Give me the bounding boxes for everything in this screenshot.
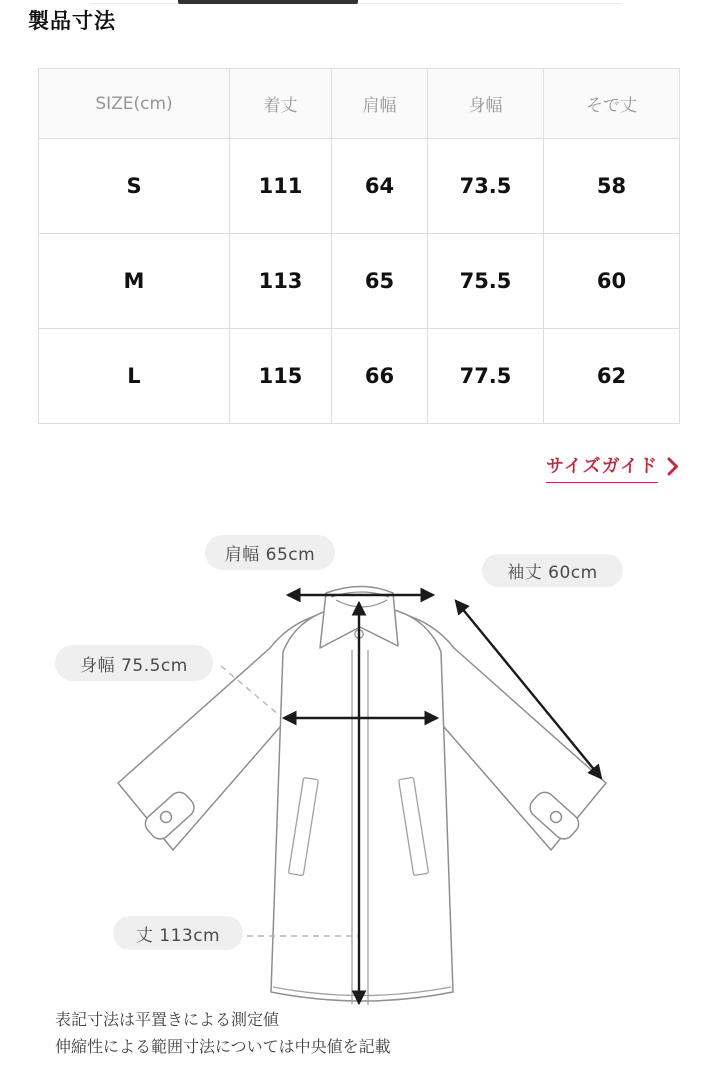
measurement-cell: 73.5 xyxy=(428,139,544,234)
body-width-label: 身幅 75.5cm xyxy=(55,645,213,681)
body-outline xyxy=(271,610,453,1001)
measurement-cell: 77.5 xyxy=(428,329,544,424)
measurement-cell: 64 xyxy=(332,139,428,234)
col-header-shoulder-width: 肩幅 xyxy=(332,69,428,139)
table-header-row xyxy=(39,69,680,139)
note-line: 伸縮性による範囲寸法については中央値を記載 xyxy=(55,1037,391,1056)
chevron-right-icon xyxy=(667,457,679,476)
size-guide-link[interactable] xyxy=(546,452,679,483)
size-guide-label: サイズガイド xyxy=(546,452,658,483)
sleeve-length-label: 袖丈 60cm xyxy=(482,554,623,587)
measurement-cell: 60 xyxy=(544,234,680,329)
size-cell: M xyxy=(39,234,230,329)
measurement-cell: 62 xyxy=(544,329,680,424)
length-label: 丈 113cm xyxy=(113,916,243,950)
size-guide-row xyxy=(546,450,679,484)
measurement-cell: 66 xyxy=(332,329,428,424)
page-title: 製品寸法 xyxy=(28,9,116,33)
col-header-body-width: 身幅 xyxy=(428,69,544,139)
size-cell: S xyxy=(39,139,230,234)
coat-body xyxy=(271,610,453,1001)
coat-diagram xyxy=(0,500,717,1080)
size-table xyxy=(38,68,680,424)
note-line: 表記寸法は平置きによる測定値 xyxy=(55,1010,280,1029)
measurement-cell: 75.5 xyxy=(428,234,544,329)
size-cell: L xyxy=(39,329,230,424)
table-row-m xyxy=(39,234,680,329)
measurement-cell: 65 xyxy=(332,234,428,329)
measurement-cell: 58 xyxy=(544,139,680,234)
shoulder-width-label: 肩幅 65cm xyxy=(205,535,335,570)
measurement-cell: 115 xyxy=(230,329,332,424)
col-header-size: SIZE(cm) xyxy=(39,69,230,139)
measurement-notes xyxy=(55,1006,391,1060)
table-row-l xyxy=(39,329,680,424)
table-row-s xyxy=(39,139,680,234)
top-cutoff-bar xyxy=(178,0,358,4)
col-header-sleeve-length: そで丈 xyxy=(544,69,680,139)
measurement-cell: 113 xyxy=(230,234,332,329)
measurement-cell: 111 xyxy=(230,139,332,234)
right-cuff-button xyxy=(551,812,562,823)
col-header-body-length: 着丈 xyxy=(230,69,332,139)
left-cuff-button xyxy=(161,812,172,823)
